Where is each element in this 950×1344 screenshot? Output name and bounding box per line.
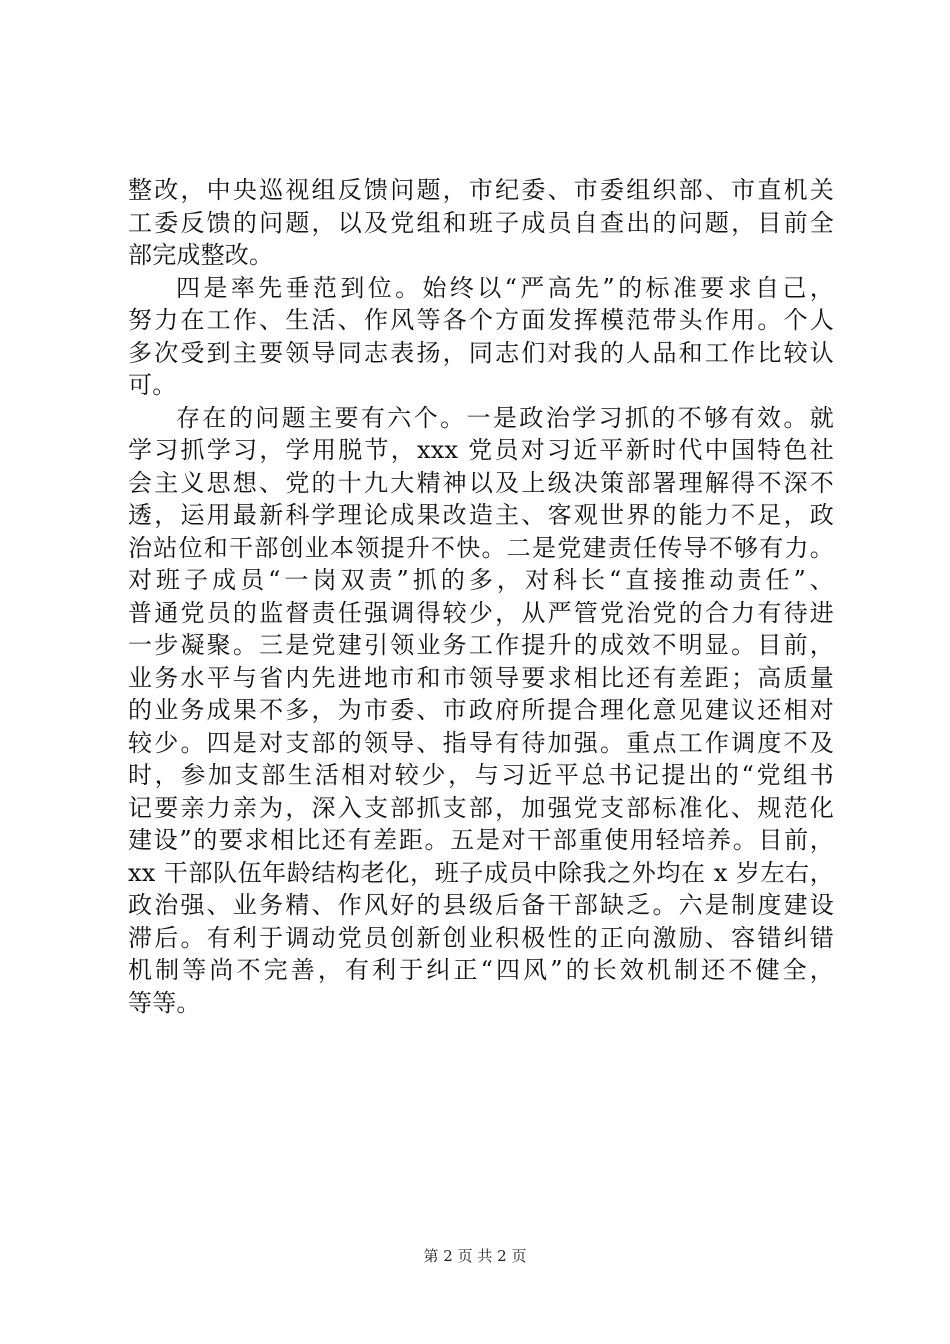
text-line: 透，运用最新科学理论成果改造主、客观世界的能力不足，政 (128, 501, 834, 529)
text-line: 对班子成员“一岗双责”抓的多，对科长“直接推动责任”、 (128, 566, 834, 594)
text-line: 整改，中央巡视组反馈问题，市纪委、市委组织部、市直机关 (128, 176, 834, 204)
text-line: 治站位和干部创业本领提升不快。二是党建责任传导不够有力。 (128, 533, 834, 562)
text-line: 部完成整改。 (128, 241, 274, 269)
text-line: 可。 (128, 371, 177, 399)
text-line: 的业务成果不多，为市委、市政府所提合理化意见建议还相对 (128, 696, 834, 724)
text-line: 工委反馈的问题，以及党组和班子成员自查出的问题，目前全 (128, 208, 834, 237)
text-line: 政治强、业务精、作风好的县级后备干部缺乏。六是制度建设 (128, 891, 834, 919)
text-line: 滞后。有利于调动党员创新创业积极性的正向激励、容错纠错 (128, 923, 834, 952)
text-line: 建设”的要求相比还有差距。五是对干部重使用轻培养。目前， (128, 826, 834, 854)
text-line: 一步凝聚。三是党建引领业务工作提升的成效不明显。目前， (128, 631, 834, 659)
page-number-footer: 第 2 页 共 2 页 (423, 1247, 527, 1265)
text-line: 普通党员的监督责任强调得较少，从严管党治党的合力有待进 (128, 598, 834, 627)
text-line: xx 干部队伍年龄结构老化，班子成员中除我之外均在 x 岁左右， (128, 858, 834, 887)
text-line: 时，参加支部生活相对较少，与习近平总书记提出的“党组书 (128, 761, 834, 789)
document-body (128, 174, 834, 1019)
text-line: 学习抓学习，学用脱节，xxx 党员对习近平新时代中国特色社 (128, 436, 834, 464)
text-line: 业务水平与省内先进地市和市领导要求相比还有差距；高质量 (128, 663, 834, 692)
text-line: 会主义思想、党的十九大精神以及上级决策部署理解得不深不 (128, 468, 834, 497)
text-line: 努力在工作、生活、作风等各个方面发挥模范带头作用。个人 (128, 306, 834, 334)
paragraph-start-line: 存在的问题主要有六个。一是政治学习抓的不够有效。就 (176, 403, 834, 432)
text-line: 多次受到主要领导同志表扬，同志们对我的人品和工作比较认 (128, 338, 834, 367)
text-line: 较少。四是对支部的领导、指导有待加强。重点工作调度不及 (128, 728, 834, 757)
text-line: 记要亲力亲为，深入支部抓支部，加强党支部标准化、规范化 (128, 793, 834, 822)
text-line: 机制等尚不完善，有利于纠正“四风”的长效机制还不健全， (128, 956, 834, 984)
paragraph-start-line: 四是率先垂范到位。始终以“严高先”的标准要求自己， (176, 273, 834, 302)
text-line: 等等。 (128, 988, 201, 1017)
